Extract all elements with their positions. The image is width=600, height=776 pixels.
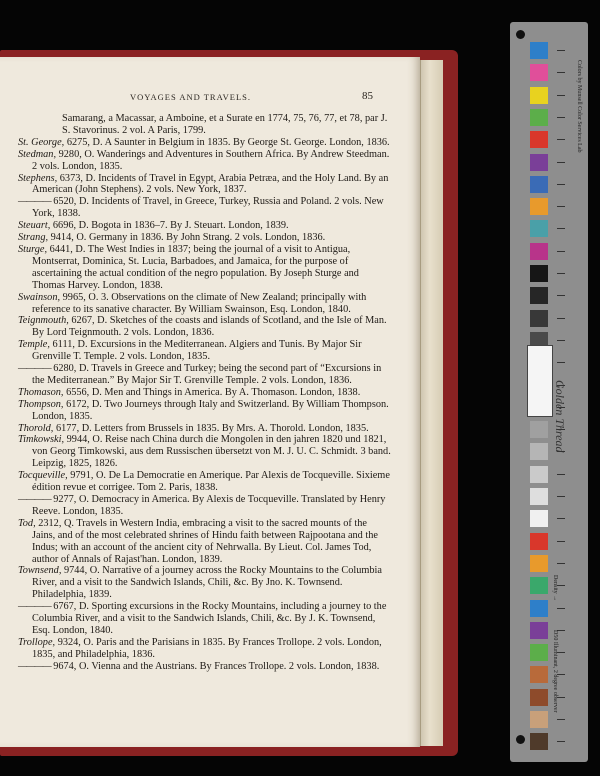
card-tick <box>557 318 565 319</box>
entry-text: 6556, D. Men and Things in America. By A. Thomason. London, 1838. <box>66 386 361 398</box>
card-tick <box>557 273 565 274</box>
card-tick <box>557 362 565 363</box>
card-tick <box>557 50 565 51</box>
card-tick <box>557 496 565 497</box>
entry-text: 2312, Q. Travels in Western India, embracing a visit to the sacred mounts of the Jains, and of the most celebrated shrines of Hindu faith between Rajpootana and the Indus; with an account of the ancient city of Nehrwalla. By Lieut. Col. James Tod, author of Annals of Rajast'han. London, 1839. <box>32 517 378 565</box>
catalog-entry <box>18 137 392 149</box>
color-patch <box>530 600 548 617</box>
catalog-entry <box>18 244 392 292</box>
color-patch <box>530 555 548 572</box>
color-patch <box>530 733 548 750</box>
color-patch <box>530 533 548 550</box>
entry-headword: Steuart, <box>18 220 51 232</box>
card-hole <box>516 30 525 39</box>
entry-headword: ———— <box>18 196 51 208</box>
color-patch <box>530 510 548 527</box>
catalog-entries <box>18 113 392 673</box>
card-hole <box>516 735 525 744</box>
entry-headword: ———— <box>18 601 51 613</box>
entry-text: 9944, O. Reise nach China durch die Mongolen in den jahren 1820 und 1821, von Georg Timkowski, aus dem Russischen übersetzt von M. J. U. C. Schmidt. 3 band. Leipzig, 1825, 1826. <box>32 434 391 470</box>
color-patch <box>530 176 548 193</box>
entry-text: 9280, O. Wanderings and Adventures in Southern Africa. By Andrew Steedman. 2 vols. London, 1835. <box>32 148 390 172</box>
catalog-entry <box>18 518 392 566</box>
color-patch <box>530 310 548 327</box>
catalog-entry <box>18 220 392 232</box>
card-title: Colors by Munsell Color Services Lab <box>576 60 582 153</box>
entry-headword: St. George, <box>18 136 65 148</box>
catalog-entry <box>18 173 392 197</box>
color-patch <box>530 577 548 594</box>
card-density-label: Density → <box>552 575 558 602</box>
color-patch <box>530 666 548 683</box>
card-tick <box>557 719 565 720</box>
card-tick <box>557 630 565 631</box>
color-patch <box>530 243 548 260</box>
entry-text: 6267, D. Sketches of the coasts and islands of Scotland, and the Isle of Man. By Lord Teignmouth. 2 vols. London, 1836. <box>32 315 387 339</box>
color-patch <box>530 644 548 661</box>
entry-headword: Stedman, <box>18 148 57 160</box>
entry-headword: Sturge, <box>18 243 48 255</box>
card-tick <box>557 295 565 296</box>
entry-headword: ———— <box>18 660 51 672</box>
entry-text: Samarang, a Macassar, a Amboine, et a Surate en 1774, 75, 76, 77, et 78, par J. S. Stavorinus. 2 vol. A Paris, 1799. <box>62 113 388 136</box>
entry-text: 6172, D. Two Journeys through Italy and Switzerland. By William Thompson. London, 1835. <box>32 398 389 422</box>
catalog-entry <box>18 363 392 387</box>
entry-headword: Thompson, <box>18 398 64 410</box>
color-patch <box>530 42 548 59</box>
color-patch <box>530 198 548 215</box>
entry-text: 9791, O. De La Democratie en Amerique. Par Alexis de Tocqueville. Sixieme édition revue et corrigee. Tom 2. Paris, 1838. <box>32 470 390 494</box>
card-script-label: Golden Thread <box>553 380 567 453</box>
color-patch <box>530 443 548 460</box>
color-patch <box>530 64 548 81</box>
entry-text: 6373, D. Incidents of Travel in Egypt, Arabia Petræa, and the Holy Land. By an American (John Stephens). 2 vols. New York, 1837. <box>32 172 389 196</box>
entry-text: 9965, O. 3. Observations on the climate of New Zealand; principally with reference to its sanative character. By William Swainson, Esq. London, 1840. <box>32 291 367 315</box>
entry-headword: Tod, <box>18 517 36 529</box>
entry-text: 6177, D. Letters from Brussels in 1835. By Mrs. A. Thorold. London, 1835. <box>55 422 369 434</box>
card-tick <box>557 697 565 698</box>
catalog-entry <box>18 387 392 399</box>
page-number: 85 <box>362 90 373 102</box>
card-tick <box>557 251 565 252</box>
card-ruler-graphic <box>527 345 553 417</box>
catalog-entry <box>18 113 392 137</box>
card-tick <box>557 518 565 519</box>
card-tick <box>557 228 565 229</box>
catalog-entry <box>18 315 392 339</box>
entry-headword: Swainson, <box>18 291 61 303</box>
entry-headword: Stephens, <box>18 172 58 184</box>
color-patch <box>530 689 548 706</box>
entry-headword: Temple, <box>18 339 50 351</box>
color-patch <box>530 265 548 282</box>
entry-text: 6275, D. A Saunter in Belgium in 1835. By George St. George. London, 1836. <box>66 136 390 148</box>
catalog-entry <box>18 565 392 601</box>
catalog-entry <box>18 637 392 661</box>
catalog-entry <box>18 399 392 423</box>
entry-headword: Townsend, <box>18 565 62 577</box>
card-tick <box>557 206 565 207</box>
catalog-entry <box>18 196 392 220</box>
catalog-entry <box>18 292 392 316</box>
catalog-entry <box>18 339 392 363</box>
card-tick <box>557 652 565 653</box>
color-patch <box>530 711 548 728</box>
entry-text: 9674, O. Vienna and the Austrians. By Frances Trollope. 2 vols. London, 1838. <box>53 660 380 672</box>
color-patch <box>530 87 548 104</box>
entry-headword: Teignmouth, <box>18 315 69 327</box>
entry-headword: Thorold, <box>18 422 54 434</box>
color-patch <box>530 622 548 639</box>
entry-text: 9744, O. Narrative of a journey across the Rocky Mountains to the Columbia River, and a visit to the Sandwich Islands, Chili, &c. By Jno. K. Townsend. Philadelphia, 1839. <box>32 565 382 601</box>
entry-text: 6696, D. Bogota in 1836–7. By J. Steuart. London, 1839. <box>52 220 289 232</box>
entry-text: 6280, D. Travels in Greece and Turkey; being the second part of “Excursions in the Mediterranean.” By Major Sir T. Grenville Temple. 2 vols. London, 1836. <box>32 363 382 386</box>
entry-text: 9414, O. Germany in 1836. By John Strang. 2 vols. London, 1836. <box>50 232 326 244</box>
catalog-entry <box>18 434 392 470</box>
color-patch <box>530 220 548 237</box>
card-tick <box>557 585 565 586</box>
catalog-entry <box>18 494 392 518</box>
entry-headword: Tocqueville, <box>18 470 68 482</box>
card-tick <box>557 541 565 542</box>
entry-text: 6441, D. The West Indies in 1837; being the journal of a visit to Antigua, Montserrat, Dominica, St. Lucia, Barbadoes, and Jamaica, for the purpose of ascertaining the actual condition of the negro population. By Joseph Sturge and Thomas Harvey. London, 1838. <box>32 243 359 291</box>
entry-headword: ———— <box>18 494 51 505</box>
entry-text: 9324, O. Paris and the Parisians in 1835. By Frances Trollope. 2 vols. London, 1835, and Philadelphia, 1836. <box>32 636 382 660</box>
card-tick <box>557 340 565 341</box>
card-tick <box>557 563 565 564</box>
card-tick <box>557 474 565 475</box>
catalog-entry <box>18 601 392 637</box>
entry-headword: Thomason, <box>18 386 64 398</box>
color-patch <box>530 154 548 171</box>
color-patch <box>530 109 548 126</box>
entry-headword: Timkowski, <box>18 434 65 446</box>
catalog-entry <box>18 232 392 244</box>
catalog-entry <box>18 423 392 435</box>
entry-text: 6111, D. Excursions in the Mediterranean. Algiers and Tunis. By Major Sir Grenville T. Temple. 2 vols. London, 1835. <box>32 339 362 363</box>
card-tick <box>557 674 565 675</box>
color-patch <box>530 466 548 483</box>
entry-text: 9277, O. Democracy in America. By Alexis de Tocqueville. Translated by Henry Reeve. London, 1835. <box>32 494 386 517</box>
catalog-entry <box>18 661 392 673</box>
entry-headword: ———— <box>18 363 51 375</box>
card-footer: D50 Illuminant, 2 degree observer <box>552 630 558 713</box>
catalog-entry <box>18 149 392 173</box>
page-edges <box>420 60 443 746</box>
color-patch <box>530 287 548 304</box>
color-patch <box>530 421 548 438</box>
entry-text: 6520, D. Incidents of Travel, in Greece, Turkey, Russia and Poland. 2 vols. New York, 1838. <box>32 196 384 220</box>
entry-headword: Strang, <box>18 232 49 244</box>
catalog-entry <box>18 470 392 494</box>
card-tick <box>557 608 565 609</box>
running-head: VOYAGES AND TRAVELS. <box>130 92 251 102</box>
card-tick <box>557 184 565 185</box>
entry-headword: Trollope, <box>18 636 56 648</box>
color-patch <box>530 488 548 505</box>
card-tick <box>557 741 565 742</box>
color-patch <box>530 131 548 148</box>
card-tick <box>557 162 565 163</box>
entry-text: 6767, D. Sporting excursions in the Rocky Mountains, including a journey to the Columbia River, and a visit to the Sandwich Islands, Chili, &c. By J. K. Townsend, Esq. London, 1840. <box>32 601 387 636</box>
